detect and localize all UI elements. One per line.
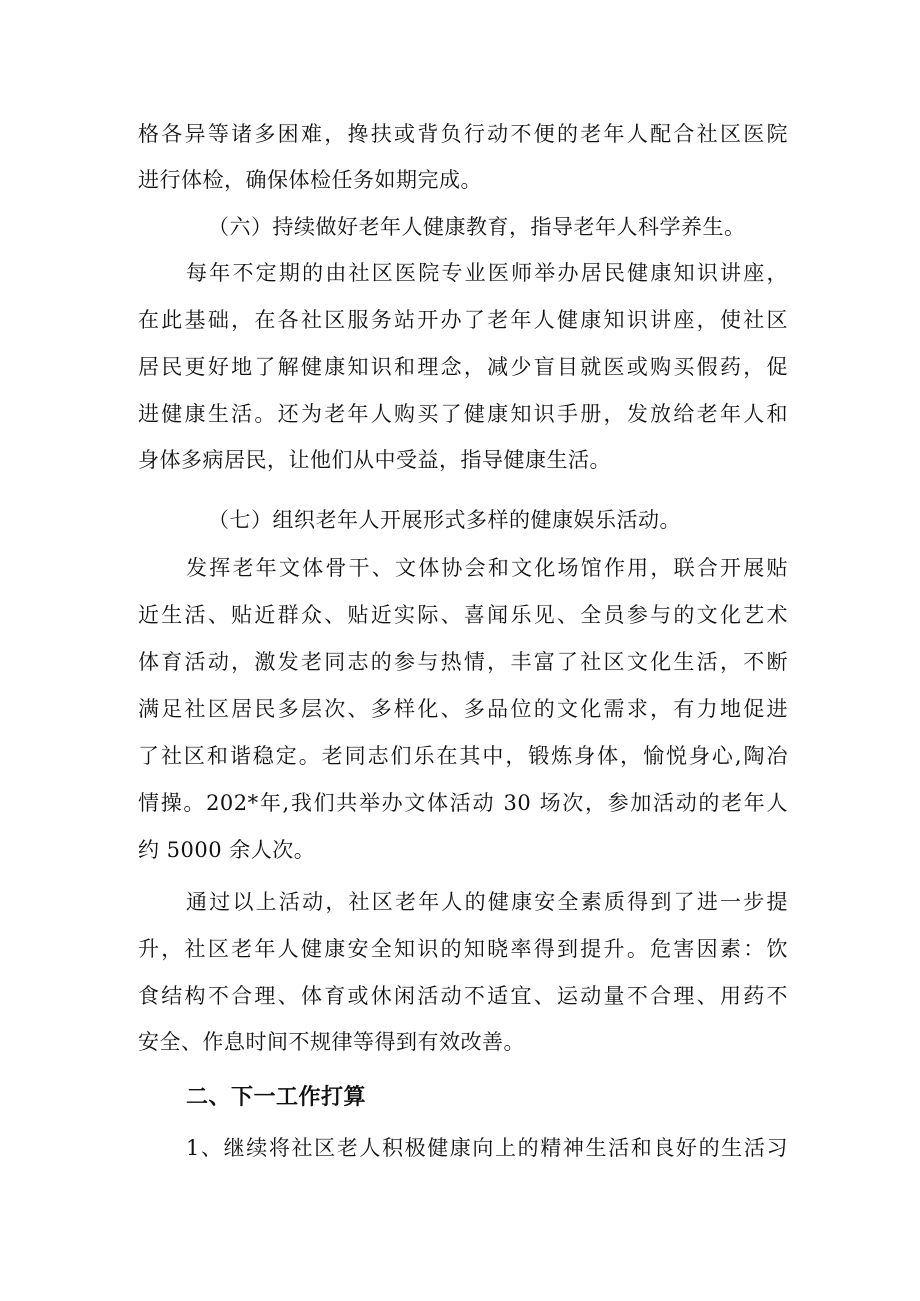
paragraph-line: 进行体检，确保体检任务如期完成。 [138,168,482,192]
section-heading: 二、下一工作打算 [186,1085,367,1110]
paragraph-line: 在此基础，在各社区服务站开办了老年人健康知识讲座，使社区 [138,308,788,332]
paragraph-line: 通过以上活动，社区老年人的健康安全素质得到了进一步提 [186,890,788,914]
paragraph-line: 约 5000 余人次。 [138,838,316,862]
paragraph-line: 身体多病居民，让他们从中受益，指导健康生活。 [138,448,611,472]
paragraph-line: 格各异等诸多困难，搀扶或背负行动不便的老年人配合社区医院 [138,122,788,146]
paragraph-line: 1、继续将社区老人积极健康向上的精神生活和良好的生活习 [186,1136,788,1160]
subheading-six: （六）持续做好老年人健康教育，指导老年人科学养生。 [208,215,746,239]
paragraph-line: 近生活、贴近群众、贴近实际、喜闻乐见、全员参与的文化艺术 [138,603,788,627]
paragraph-line: 居民更好地了解健康知识和理念，减少盲目就医或购买假药，促 [138,355,788,379]
paragraph-line: 进健康生活。还为老年人购买了健康知识手册，发放给老年人和 [138,402,788,426]
paragraph-line: 体育活动，激发老同志的参与热情，丰富了社区文化生活，不断 [138,650,788,674]
subheading-seven: （七）组织老年人开展形式多样的健康娱乐活动。 [208,508,681,532]
paragraph-line: 食结构不合理、体育或休闲活动不适宜、运动量不合理、用药不 [138,984,788,1008]
paragraph-line: 了社区和谐稳定。老同志们乐在其中，锻炼身体，愉悦身心,陶冶 [138,744,788,768]
paragraph-line: 发挥老年文体骨干、文体协会和文化场馆作用，联合开展贴 [186,556,788,580]
paragraph-line: 满足社区居民多层次、多样化、多品位的文化需求，有力地促进 [138,697,788,721]
paragraph-line: 情操。202*年,我们共举办文体活动 30 场次，参加活动的老年人 [138,791,788,815]
paragraph-line: 升，社区老年人健康安全知识的知晓率得到提升。危害因素：饮 [138,937,788,961]
paragraph-line: 每年不定期的由社区医院专业医师举办居民健康知识讲座， [186,261,788,285]
paragraph-line: 安全、作息时间不规律等得到有效改善。 [138,1030,525,1054]
